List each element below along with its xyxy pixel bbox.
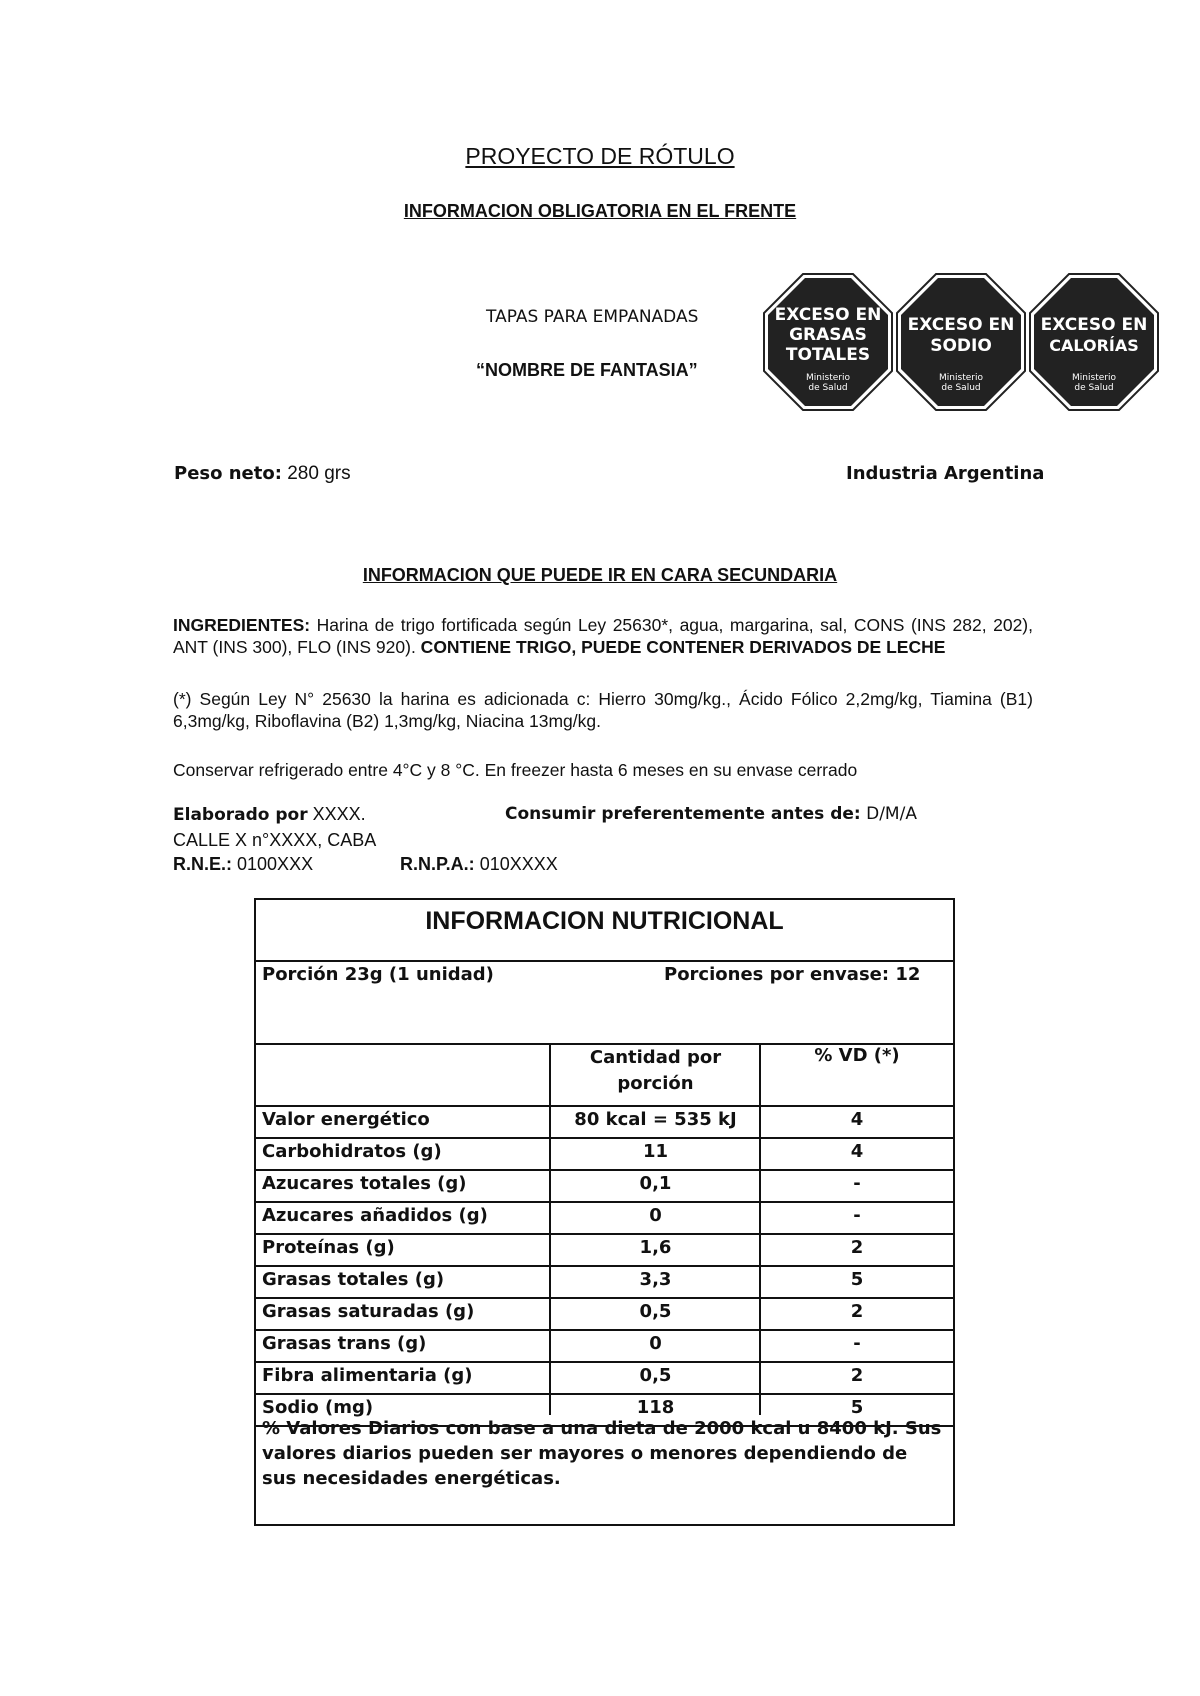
table-row: [256, 1171, 953, 1203]
table-row: [256, 1331, 953, 1363]
rne-label: R.N.E.:: [173, 854, 233, 874]
seal-grasas-line1: EXCESO EN: [774, 305, 882, 325]
allergen-statement: CONTIENE TRIGO, PUEDE CONTENER DERIVADOS DE LECHE: [415, 637, 946, 657]
warning-seals: [762, 272, 1160, 412]
ingredients-label: INGREDIENTES:: [173, 615, 311, 635]
nutrient-amount: 118: [636, 1397, 675, 1418]
daily-values-footnote: % Valores Diarios con base a una dieta de 2000 kcal u 8400 kJ. Sus valores diarios pueden ser mayores o menores dependiendo de sus necesidades energéticas.: [262, 1418, 942, 1489]
nutrient-vd: -: [853, 1205, 861, 1226]
front-section-heading: INFORMACION OBLIGATORIA EN EL FRENTE: [403, 201, 797, 221]
seal-sodio: [897, 274, 1025, 410]
nutrient-vd: 2: [850, 1365, 864, 1386]
secondary-section-heading: INFORMACION QUE PUEDE IR EN CARA SECUNDARIA: [362, 565, 838, 585]
rne: [173, 854, 313, 875]
nutrient-vd: 2: [850, 1237, 864, 1258]
rne-value: 0100XXX: [232, 854, 314, 874]
net-weight-label: Peso neto:: [174, 463, 282, 484]
seal-grasas-line2: GRASAS: [789, 325, 867, 345]
nutrient-amount: 0: [649, 1333, 662, 1354]
nutrition-grid: [256, 1043, 953, 1427]
nutrient-amount: 0,5: [639, 1301, 672, 1322]
nutrient-name: Proteínas (g): [262, 1237, 395, 1258]
table-row: [256, 1267, 953, 1299]
portions-per-pack: Porciones por envase: 12: [664, 964, 921, 985]
nutrient-amount: 0: [649, 1205, 662, 1226]
table-row: [256, 1235, 953, 1267]
table-header-row: [256, 1043, 953, 1107]
seal-sodio-line1: EXCESO EN: [907, 315, 1015, 335]
nutrient-name: Grasas trans (g): [262, 1333, 427, 1354]
seal-grasas-line3: TOTALES: [785, 345, 871, 365]
table-row: [256, 1363, 953, 1395]
nutrient-amount: 0,5: [639, 1365, 672, 1386]
made-by: [173, 804, 366, 825]
seal-sodio-ministry2: de Salud: [941, 383, 981, 393]
nutrient-amount: 1,6: [639, 1237, 672, 1258]
made-by-label: Elaborado por: [173, 805, 308, 825]
seal-grasas: [764, 274, 892, 410]
net-weight: [174, 463, 351, 485]
seal-sodio-ministry1: Ministerio: [939, 373, 983, 383]
seal-calorias-line2: CALORÍAS: [1049, 336, 1139, 355]
ingredients: [173, 614, 1033, 658]
portion-size: Porción 23g (1 unidad): [262, 964, 494, 985]
col-vd-header: % VD (*): [814, 1045, 900, 1066]
nutrient-name: Grasas saturadas (g): [262, 1301, 475, 1322]
nutrient-vd: 4: [850, 1109, 864, 1130]
nutrient-name: Carbohidratos (g): [262, 1141, 442, 1162]
rnpa-label: R.N.P.A.:: [400, 854, 475, 874]
fantasy-name: “NOMBRE DE FANTASIA”: [476, 360, 698, 380]
nutrition-title: INFORMACION NUTRICIONAL: [256, 900, 953, 962]
seal-calorias: [1030, 274, 1158, 410]
net-weight-value: 280 grs: [281, 463, 351, 484]
table-row: [256, 1203, 953, 1235]
nutrient-name: Sodio (mg): [262, 1397, 374, 1418]
nutrient-name: Grasas totales (g): [262, 1269, 445, 1290]
best-before-value: D/M/A: [860, 804, 917, 824]
table-row: [256, 1107, 953, 1139]
nutrient-vd: 4: [850, 1141, 864, 1162]
nutrient-vd: 2: [850, 1301, 864, 1322]
made-by-value: XXXX.: [307, 804, 366, 824]
origin-label: Industria Argentina: [846, 463, 1045, 484]
nutrient-vd: 5: [850, 1397, 864, 1418]
portion-row: [256, 960, 953, 1045]
address: CALLE X n°XXXX, CABA: [173, 830, 377, 850]
nutrient-name: Fibra alimentaria (g): [262, 1365, 473, 1386]
nutrient-name: Azucares añadidos (g): [262, 1205, 488, 1226]
seal-calorias-ministry2: de Salud: [1074, 383, 1114, 393]
nutrient-amount: 11: [642, 1141, 669, 1162]
rnpa: [400, 854, 558, 875]
table-row: [256, 1139, 953, 1171]
ingredients-text: Harina de trigo fortificada según Ley 25630*, agua, margarina, sal, CONS (INS 282, 202), ANT (INS 300), FLO (INS 920).: [173, 615, 1033, 657]
seal-calorias-line1: EXCESO EN: [1040, 315, 1148, 335]
best-before-label: Consumir preferentemente antes de:: [505, 804, 861, 824]
nutrient-name: Valor energético: [262, 1109, 430, 1130]
product-name: TAPAS PARA EMPANADAS: [486, 307, 699, 327]
seal-grasas-ministry2: de Salud: [808, 383, 848, 393]
table-row: [256, 1299, 953, 1331]
col-amount-header: Cantidad por porción: [589, 1047, 722, 1094]
rnpa-value: 010XXXX: [474, 854, 558, 874]
seal-sodio-line2: SODIO: [930, 336, 992, 356]
nutrient-amount: 80 kcal = 535 kJ: [574, 1109, 737, 1130]
best-before: [505, 804, 917, 824]
seal-calorias-ministry1: Ministerio: [1072, 373, 1116, 383]
nutrition-table: [254, 898, 955, 1526]
nutrient-vd: -: [853, 1333, 861, 1354]
nutrient-vd: 5: [850, 1269, 864, 1290]
law-note: (*) Según Ley N° 25630 la harina es adicionada c: Hierro 30mg/kg., Ácido Fólico 2,2mg/kg, Tiamina (B1) 6,3mg/kg, Riboflavina (B2) 1,3mg/kg, Niacina 13mg/kg.: [173, 689, 1033, 731]
nutrient-vd: -: [853, 1173, 861, 1194]
nutrient-amount: 3,3: [639, 1269, 672, 1290]
nutrient-amount: 0,1: [639, 1173, 672, 1194]
storage-instructions: Conservar refrigerado entre 4°C y 8 °C. En freezer hasta 6 meses en su envase cerrado: [173, 760, 858, 780]
seal-grasas-ministry1: Ministerio: [806, 373, 850, 383]
nutrient-name: Azucares totales (g): [262, 1173, 467, 1194]
page-title: PROYECTO DE RÓTULO: [465, 143, 735, 169]
